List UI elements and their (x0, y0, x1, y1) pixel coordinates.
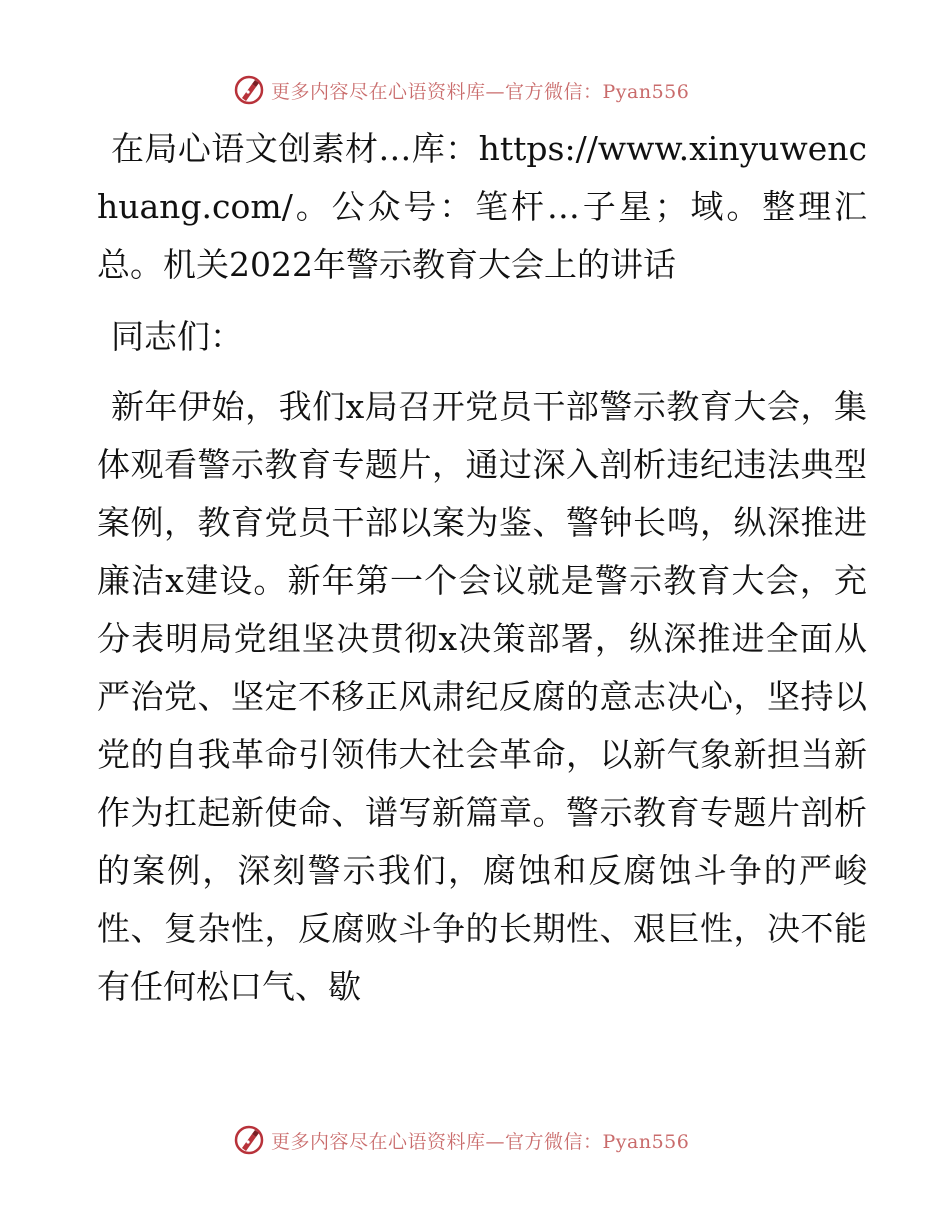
salutation: 同志们： (111, 317, 243, 356)
pen-nib-logo-icon (233, 74, 265, 106)
header-banner-text: 更多内容尽在心语资料库—官方微信：Pyan556 (271, 80, 690, 103)
footer-banner (233, 1120, 733, 1160)
footer-banner-text: 更多内容尽在心语资料库—官方微信：Pyan556 (271, 1130, 690, 1153)
document-body (97, 120, 867, 1016)
body-paragraph: 新年伊始，我们x局召开党员干部警示教育大会，集体观看警示教育专题片，通过深入剖析违纪违法典型案例，教育党员干部以案为鉴、警钟长鸣，纵深推进廉洁x建设。新年第一个会议就是警示教育大会，充分表明局党组坚决贯彻x决策部署，纵深推进全面从严治党、坚定不移正风肃纪反腐的意志决心，坚持以党的自我革命引领伟大社会革命，以新气象新担当新作为扛起新使命、谱写新篇章。警示教育专题片剖析的案例，深刻警示我们，腐蚀和反腐蚀斗争的严峻性、复杂性，反腐败斗争的长期性、艰巨性，决不能有任何松口气、歇 (97, 387, 867, 1006)
header-banner (233, 70, 733, 110)
intro-paragraph: 在局心语文创素材…库：https://www.xinyuwenchuang.com/。公众号：笔杆…子星；域。整理汇总。机关2022年警示教育大会上的讲话 (97, 129, 867, 284)
pen-nib-logo-icon (233, 1124, 265, 1156)
